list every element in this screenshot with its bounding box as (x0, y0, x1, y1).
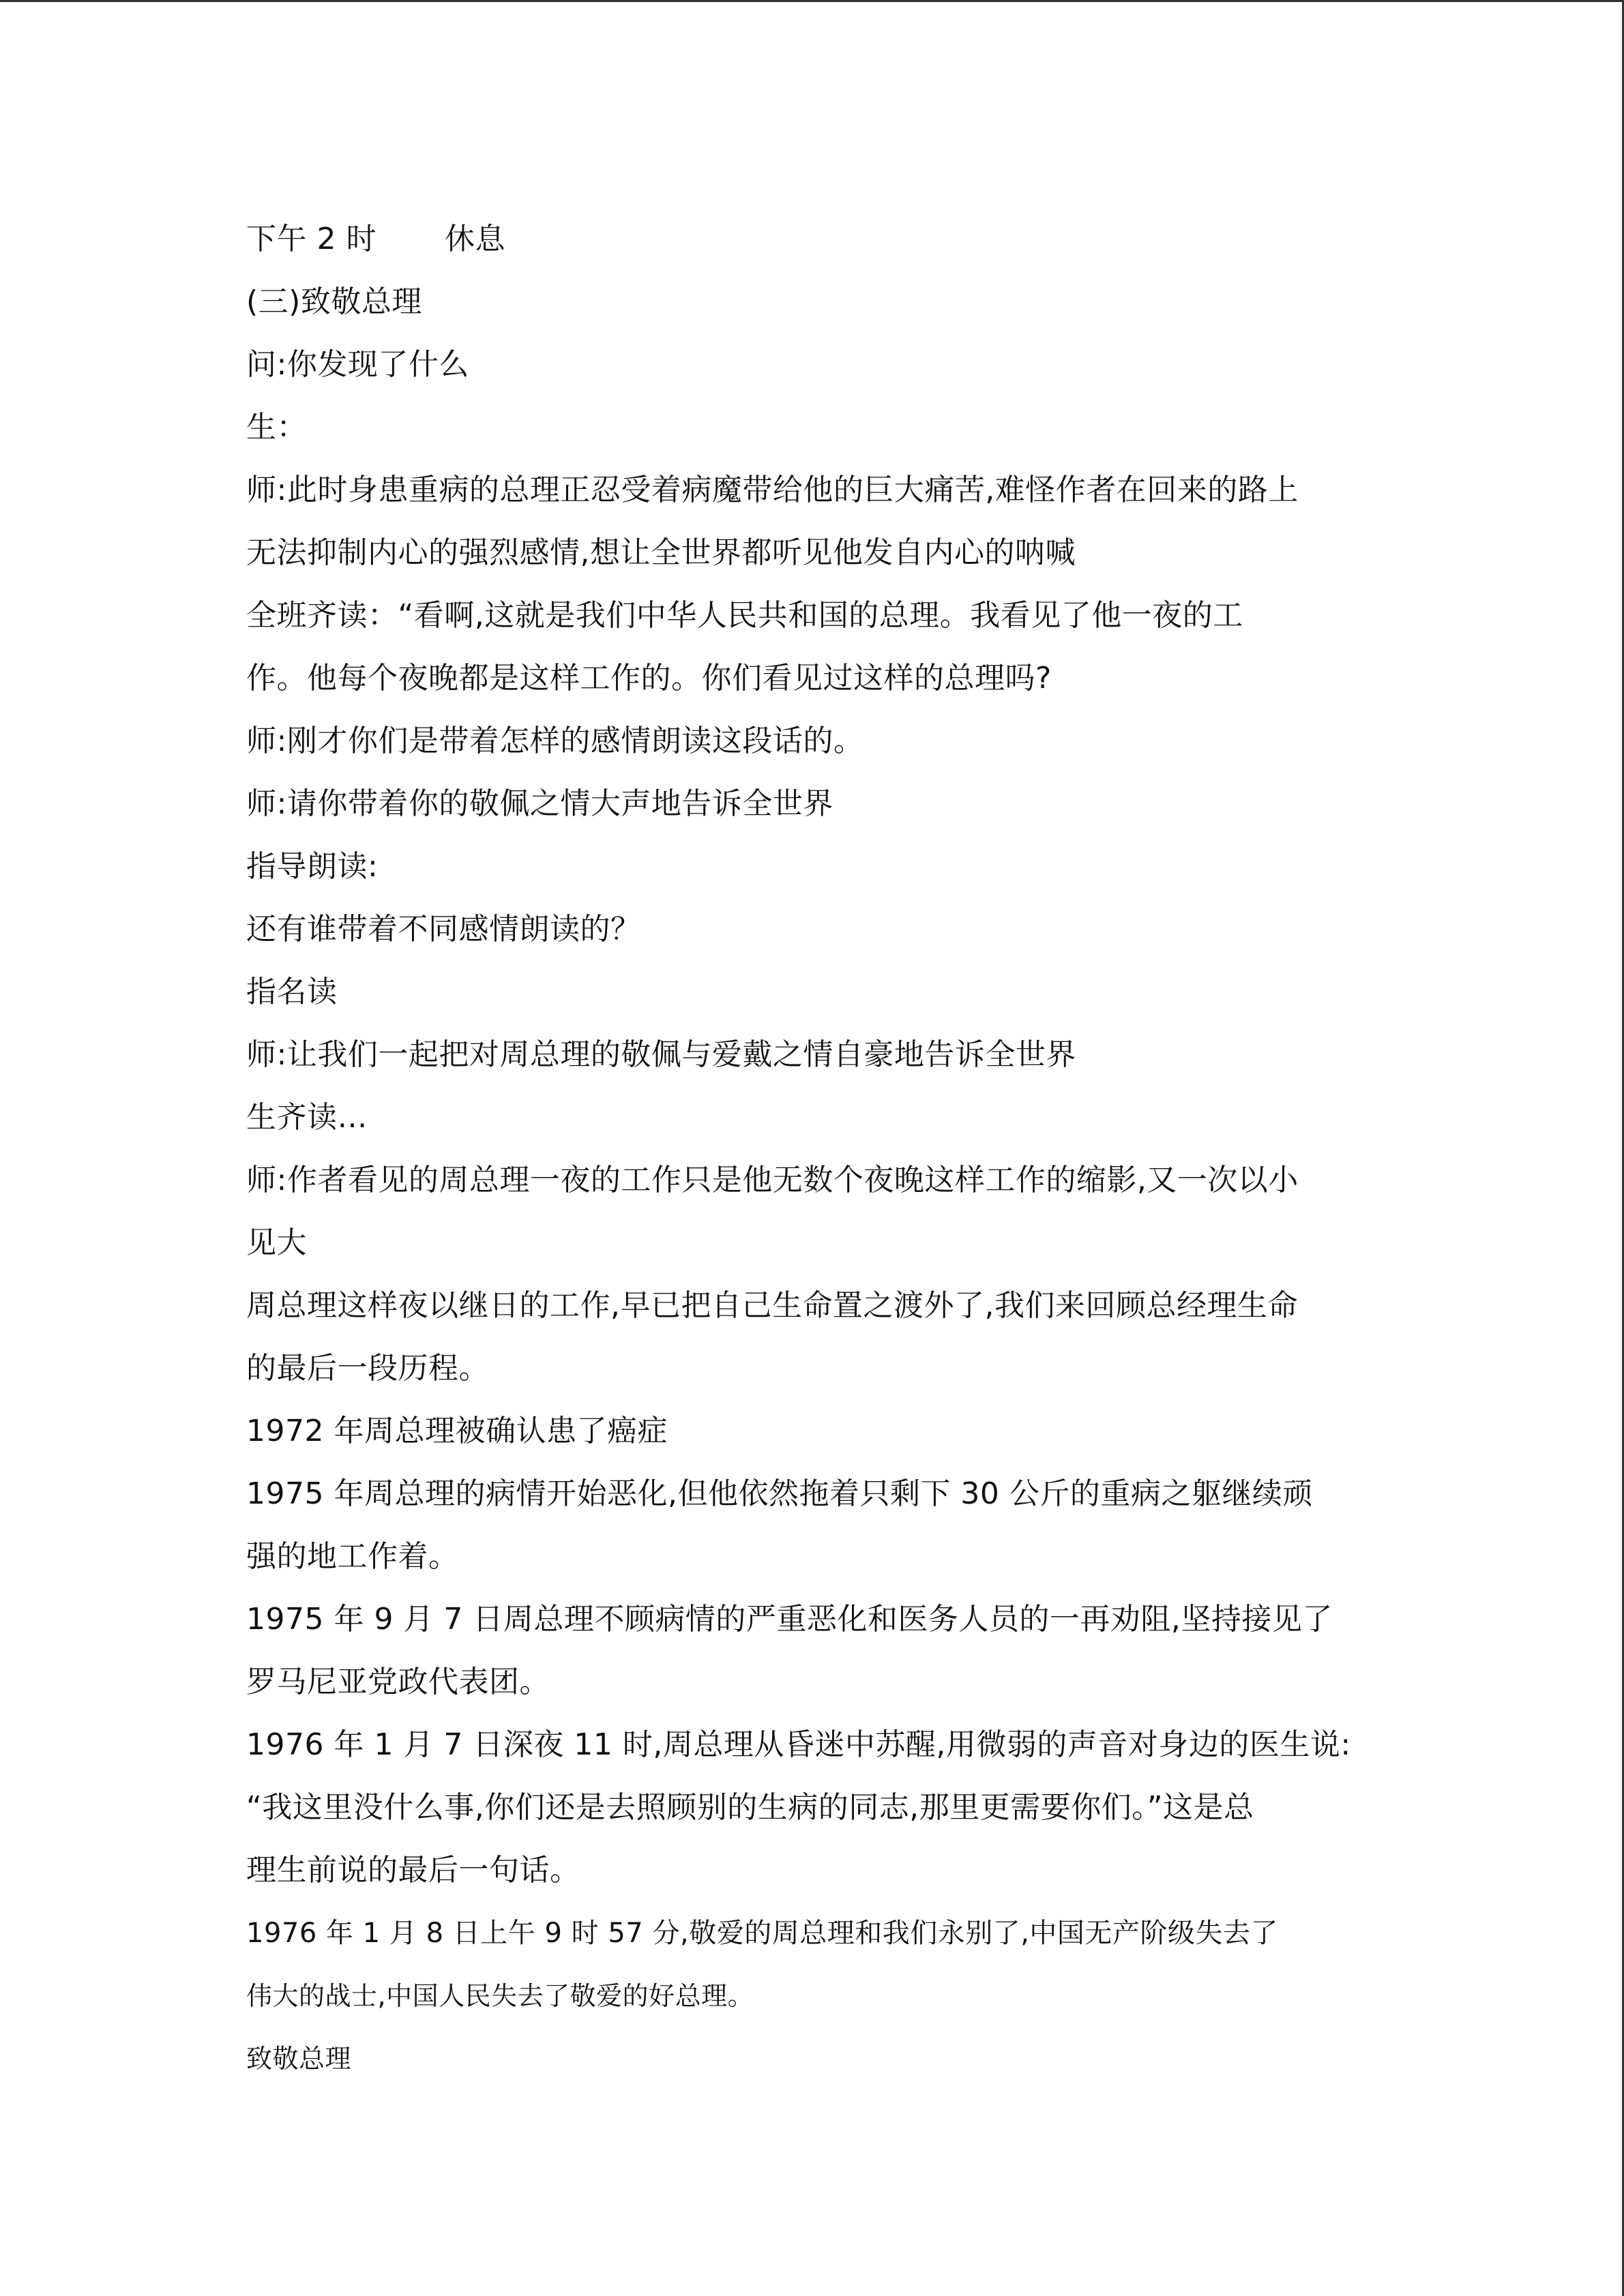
text-line-13: 指名读 (246, 974, 338, 1009)
text-line-22: 强的地工作着。 (246, 1539, 459, 1574)
text-line-28: 1976 年 1 月 8 日上午 9 时 57 分,敬爱的周总理和我们永别了,中国无产阶级失去了 (246, 1918, 1278, 1949)
text-line-10: 师:请你带着你的敬佩之情大声地告诉全世界 (246, 786, 833, 821)
document-page (246, 208, 1378, 2090)
section-heading: (三)致敬总理 (246, 284, 422, 319)
text-line-23: 1975 年 9 月 7 日周总理不顾病情的严重恶化和医务人员的一再劝阻,坚持接见了 (246, 1602, 1333, 1637)
text-line-30: 致敬总理 (246, 2044, 352, 2074)
text-line-17: 见大 (246, 1225, 307, 1260)
text-line-19: 的最后一段历程。 (246, 1351, 489, 1386)
text-line-3: 问:你发现了什么 (246, 347, 469, 382)
text-line-9: 师:刚才你们是带着怎样的感情朗读这段话的。 (246, 724, 864, 758)
text-line-16: 师:作者看见的周总理一夜的工作只是他无数个夜晚这样工作的缩影,又一次以小 (246, 1163, 1299, 1197)
text-line-1-rest: 休息 (444, 222, 505, 256)
text-line-6: 无法抑制内心的强烈感情,想让全世界都听见他发自内心的呐喊 (246, 535, 1076, 570)
text-line-4: 生： (246, 410, 307, 445)
text-line-27: 理生前说的最后一句话。 (246, 1853, 580, 1888)
text-line-11: 指导朗读: (246, 849, 379, 884)
text-line-18: 周总理这样夜以继日的工作,早已把自己生命置之渡外了,我们来回顾总经理生命 (246, 1288, 1298, 1323)
text-line-24: 罗马尼亚党政代表团。 (246, 1665, 550, 1699)
text-line-7: 全班齐读：“看啊,这就是我们中华人民共和国的总理。我看见了他一夜的工 (246, 598, 1243, 633)
text-line-8: 作。他每个夜晚都是这样工作的。你们看见过这样的总理吗? (246, 661, 1052, 696)
text-line-14: 师:让我们一起把对周总理的敬佩与爱戴之情自豪地告诉全世界 (246, 1037, 1076, 1072)
text-line-20: 1972 年周总理被确认患了癌症 (246, 1414, 668, 1448)
text-line-15: 生齐读… (246, 1100, 368, 1135)
page-border-top (0, 0, 1624, 2)
text-line-26: “我这里没什么事,你们还是去照顾别的生病的同志,那里更需要你们。”这是总 (246, 1790, 1254, 1825)
text-line-29: 伟大的战士,中国人民失去了敬爱的好总理。 (246, 1981, 754, 2011)
text-line-21: 1975 年周总理的病情开始恶化,但他依然拖着只剩下 30 公斤的重病之躯继续顽 (246, 1476, 1313, 1511)
text-line-12: 还有谁带着不同感情朗读的？ (246, 912, 641, 946)
text-line-5: 师:此时身患重病的总理正忍受着病魔带给他的巨大痛苦,难怪作者在回来的路上 (246, 473, 1299, 507)
text-line-25: 1976 年 1 月 7 日深夜 11 时,周总理从昏迷中苏醒,用微弱的声音对身边的医生说: (246, 1727, 1351, 1762)
text-line-1 (246, 208, 1378, 271)
text-line-1-time: 下午 2 时 (246, 222, 377, 256)
